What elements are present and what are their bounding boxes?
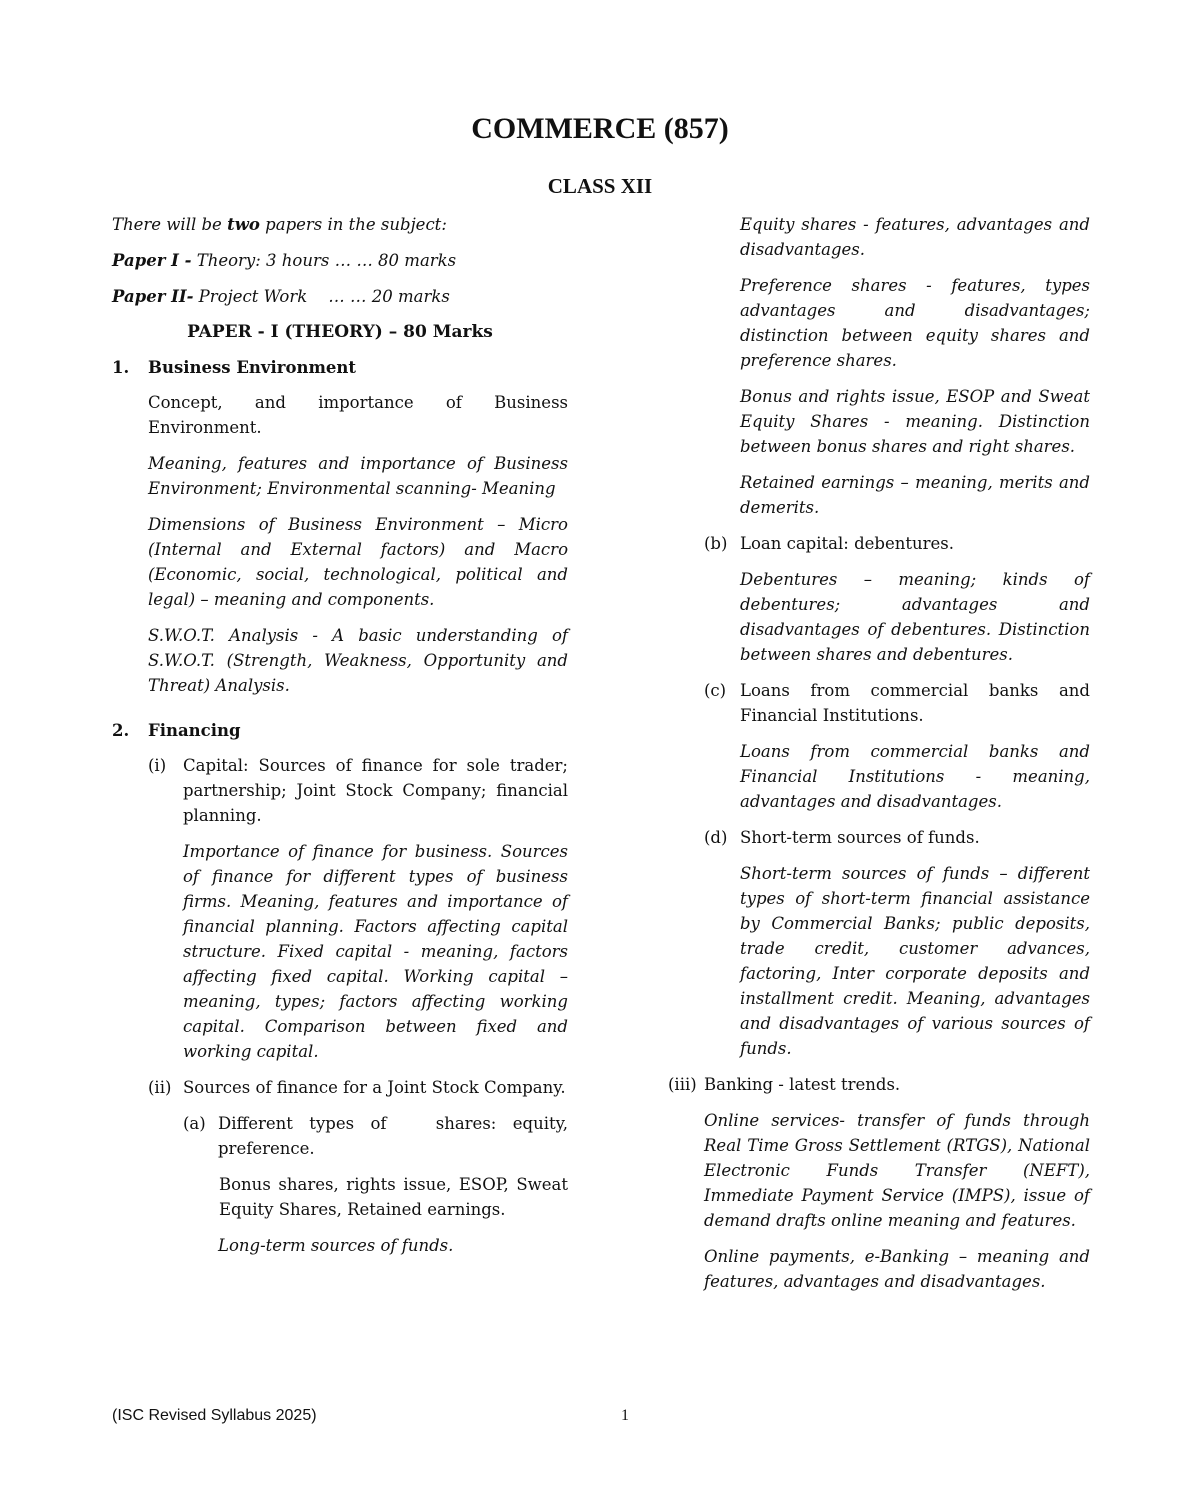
subsection-iii-label: (iii) — [668, 1075, 697, 1094]
item-c-text: Loans from commercial banks and Financial Institutions. — [740, 681, 1090, 725]
right-para-retained: Retained earnings – meaning, merits and demerits. — [740, 473, 1090, 517]
right-para-preference: Preference shares - features, types advantages and disadvantages; distinction between equity shares and preference shares. — [740, 276, 1090, 370]
class-heading: CLASS XII — [547, 174, 653, 198]
section-1-para-1: Concept, and importance of Business Environment. — [148, 393, 568, 437]
item-c-detail: Loans from commercial banks and Financial Institutions - meaning, advantages and disadvantages. — [740, 742, 1090, 811]
right-para-equity: Equity shares - features, advantages and disadvantages. — [740, 215, 1090, 259]
subsection-ii-text: Sources of finance for a Joint Stock Company. — [183, 1078, 566, 1097]
item-c — [704, 678, 1090, 728]
intro-post: papers in the subject: — [259, 215, 447, 234]
paper1-line — [112, 248, 568, 273]
intro-line — [112, 212, 568, 237]
paper2-text: Project Work … … 20 marks — [193, 287, 450, 306]
item-d-label: (d) — [704, 828, 728, 847]
paper1-text: Theory: 3 hours … … 80 marks — [191, 251, 457, 270]
item-c-label: (c) — [704, 681, 727, 700]
item-a — [183, 1111, 574, 1161]
item-d-text: Short-term sources of funds. — [740, 828, 980, 847]
paper1-label: Paper I - — [112, 251, 192, 270]
item-d-detail: Short-term sources of funds – different types of short-term financial assistance by Commercial Banks; public deposits, trade credit, customer advances, factoring, Inter corporate deposits and installment credit. Meaning, advantages and disadvantages of various sources of funds. — [740, 864, 1090, 1058]
item-d — [704, 825, 1090, 850]
right-para-bonus: Bonus and rights issue, ESOP and Sweat Equity Shares - meaning. Distinction between bonus shares and right shares. — [740, 387, 1090, 456]
paper2-line — [112, 284, 568, 309]
footer-syllabus-note: (ISC Revised Syllabus 2025) — [112, 1407, 317, 1424]
section-1-number: 1. — [112, 358, 130, 377]
item-a-text: Different types of shares: equity, preference. — [218, 1114, 574, 1158]
left-column — [112, 212, 574, 1269]
subsection-i-text: Capital: Sources of finance for sole trader; partnership; Joint Stock Company; financial planning. — [183, 756, 568, 825]
subsection-iii-para-2: Online payments, e-Banking – meaning and features, advantages and disadvantages. — [704, 1247, 1090, 1291]
section-1-para-3: Dimensions of Business Environment – Micro (Internal and External factors) and Macro (Economic, social, technological, political and legal) – meaning and components. — [148, 515, 568, 609]
item-b-label: (b) — [704, 534, 728, 553]
intro-pre: There will be — [112, 215, 228, 234]
item-b-detail: Debentures – meaning; kinds of debentures; advantages and disadvantages of debentures. Distinction between shares and debentures. — [740, 570, 1090, 664]
section-1-para-2: Meaning, features and importance of Business Environment; Environmental scanning- Meaning — [148, 454, 568, 498]
section-2-number: 2. — [112, 721, 130, 740]
paper2-label: Paper II- — [112, 287, 194, 306]
paper-heading: PAPER - I (THEORY) – 80 Marks — [187, 322, 493, 342]
item-a-para-2: Long-term sources of funds. — [218, 1236, 454, 1255]
item-b-text: Loan capital: debentures. — [740, 534, 954, 553]
subsection-ii — [148, 1075, 568, 1100]
subsection-iii — [668, 1072, 1090, 1097]
item-a-label: (a) — [183, 1114, 206, 1133]
item-a-para-1: Bonus shares, rights issue, ESOP, Sweat Equity Shares, Retained earnings. — [219, 1175, 568, 1219]
subsection-i-detail: Importance of finance for business. Sources of finance for different types of business firms. Meaning, features and importance of financial planning. Factors affecting capital structure. Fixed capital - meaning, factors affecting fixed capital. Working capital – meaning, types; factors affecting working capital. Comparison between fixed and working capital. — [183, 842, 568, 1061]
section-1-title: Business Environment — [148, 358, 357, 377]
subsection-i-label: (i) — [148, 756, 167, 775]
section-1-para-4: S.W.O.T. Analysis - A basic understanding of S.W.O.T. (Strength, Weakness, Opportunity and Threat) Analysis. — [148, 626, 568, 695]
right-column — [668, 212, 1090, 1305]
section-2-title: Financing — [148, 721, 241, 740]
page-number: 1 — [621, 1407, 629, 1424]
subsection-i — [148, 753, 568, 828]
intro-bold: two — [227, 215, 260, 234]
subsection-iii-text: Banking - latest trends. — [704, 1075, 901, 1094]
item-b — [704, 531, 1090, 556]
section-2-heading — [112, 718, 568, 743]
subsection-iii-para-1: Online services- transfer of funds through Real Time Gross Settlement (RTGS), National Electronic Funds Transfer (NEFT), Immediate Payment Service (IMPS), issue of demand drafts online meaning and features. — [704, 1111, 1090, 1230]
document-title: COMMERCE (857) — [471, 112, 729, 145]
section-1-heading — [112, 355, 568, 380]
subsection-ii-label: (ii) — [148, 1078, 172, 1097]
